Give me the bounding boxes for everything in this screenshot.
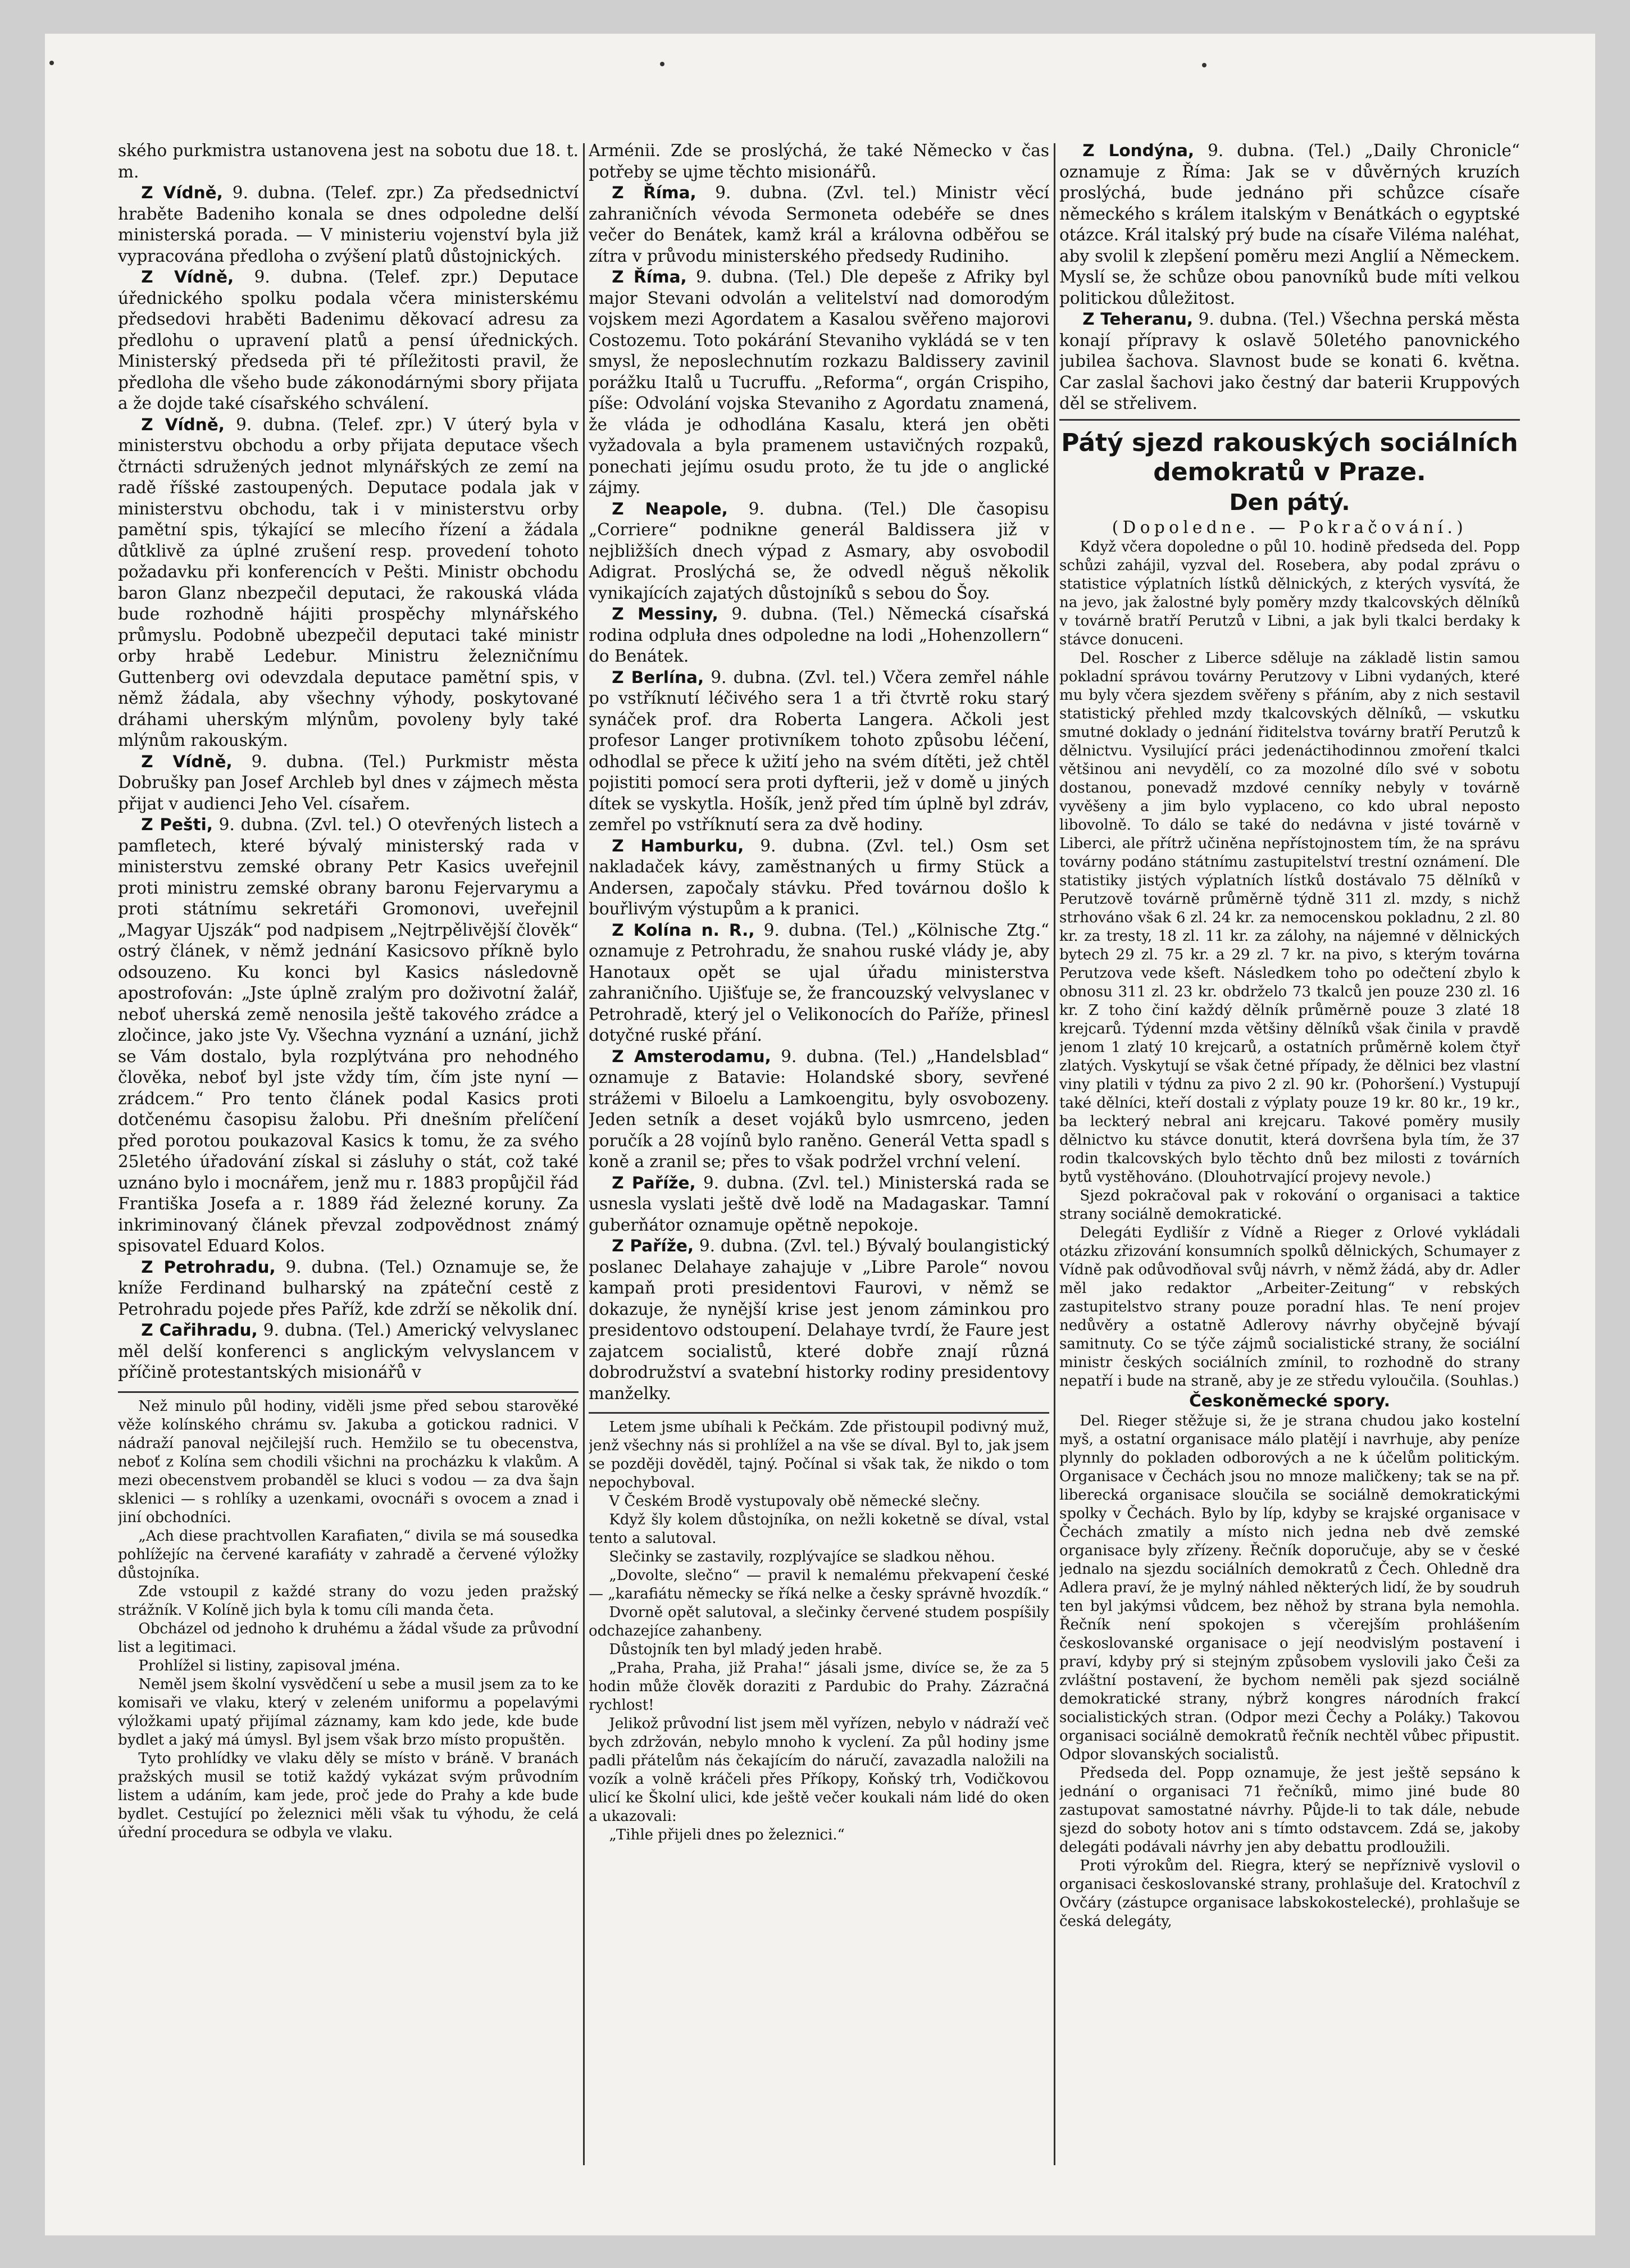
news-item — [589, 836, 1049, 920]
feuilleton-paragraph: Slečinky se zastavily, rozplývajíce se sladkou něhou. — [609, 1549, 995, 1565]
news-body: 9. dubna. (Tel.) „Kölnische Ztg.“ oznamuje z Petrohradu, že snahou ruské vlády je, aby Hanotaux opět se ujal úřadu ministerstva zahraničního. Ujišťuje se, že francouzský velvyslanec v Petrohradě, který jel o Velikonocích do Paříže, přinesl dotyčné ruské přání. — [589, 920, 1049, 1045]
article-paragraph: Proti výrokům del. Riegra, který se nepříznivě vyslovil o organisaci českoslovanské strany, prohlašuje del. Kratochvíl z Ovčáry (zástupce organisace labskokostelecké), prohlašuje se česká delegáty, — [1059, 1857, 1520, 1930]
print-mark — [49, 61, 54, 65]
feuilleton-paragraph: Když šly kolem důstojníka, on nežli koketně se díval, vstal tento a salutoval. — [589, 1511, 1049, 1547]
news-body: 9. dubna. (Zvl. tel.) Ministerská rada se usnesla vyslati ještě dvě lodě na Madagaskar. Tamní guberňátor oznamuje opětně nepokoje. — [589, 1173, 1049, 1235]
dateline: Z Vídně, — [141, 752, 233, 771]
news-item — [118, 1320, 579, 1383]
news-body: 9. dubna. (Zvl. tel.) Osm set nakladaček kávy, zaměstnaných u firmy Stück a Andersen, započaly stávku. Před továrnou došlo k bouřlivým výstupům a k pranici. — [589, 836, 1049, 918]
news-item — [589, 1173, 1049, 1236]
news-body: 9. dubna. (Tel.) „Handelsblad“ oznamuje z Batavie: Holandské sbory, sevřené strážemi v Biloelu a Lamkoengitu, byly osvobozeny. Jeden setník a deset vojáků bylo usmrceno, jeden poručík a 28 vojínů bylo raněno. Generál Vetta spadl s koně a zranil se; přes to však podržel vrchní velení. — [589, 1046, 1049, 1171]
news-item — [118, 1257, 579, 1320]
news-body: 9. dubna. (Zvl. tel.) Bývalý boulangistický poslanec Delahaye zahajuje v „Libre Parole“ novou kampaň proti presidentovi Faurovi, v němž se dokazuje, že nynější krise jest jenom záminkou pro presidentovo odstoupení. Delahaye tvrdí, že Faure jest zajatcem socialistů, které dobře znají různá dobrodružství a svatební historky rodiny presidentovy manželky. — [589, 1236, 1049, 1403]
dateline: Z Kolína n. R., — [612, 920, 755, 940]
feuilleton-paragraph: Tyto prohlídky ve vlaku děly se místo v bráně. V branách pražských musil se totiž každý vykázat svým průvodním listem a udáním, kam jede, proč jede do Prahy a kde bude bydlet. Cestující po železnici měli však tu výhodu, že celá úřední procedura se odbyla ve vlaku. — [118, 1750, 579, 1841]
column-rule — [1054, 143, 1055, 2165]
dateline: Z Paříže, — [612, 1236, 694, 1255]
dateline: Z Berlína, — [612, 667, 704, 687]
news-body: 9. dubna. (Zvl. tel.) Včera zemřel náhle po vstříknutí léčivého sera 1 a tři čtvrtě roku starý synáček prof. dra Roberta Langera. Ačkoli jest profesor Langer protivníkem tohoto způsobu léčení, odhodlal se přece k užití jeho na svém dítěti, jež chtěl pojistiti pomocí sera proti dyfterii, jež v domě u jiných dítek se vyskytla. Hošík, jenž před tím úplně byl zdráv, zemřel po vstříknutí sera za dvě hodiny. — [589, 667, 1049, 834]
feuilleton-paragraph: Obcházel od jednoho k druhému a žádal všude za průvodní list a legitimaci. — [118, 1620, 579, 1656]
news-body: 9. dubna. (Tel.) Dle depeše z Afriky byl major Stevani odvolán a velitelství nad domorodým vojskem mezi Agordatem a Kasalou svěřeno majorovi Costozemu. Toto pokárání Stevaniho vykládá se v ten smysl, že neposlechnutím rozkazu Baldissery zavinil porážku Italů u Tucruffu. „Reforma“, orgán Crispiho, píše: Odvolání vojska Stevaniho z Agordatu znamená, že vláda je odhodlána Kasalu, která jen oběti vyžadovala a byla pramenem ustavičných rozpaků, ponechati jejímu osudu proto, že tu jde o anglické zájmy. — [589, 267, 1049, 497]
dateline: Z Vídně, — [141, 267, 234, 286]
section-divider — [1059, 419, 1520, 421]
news-body: 9. dubna. (Tel.) Všechna perská města konají přípravy k oslavě 50letého panovnického jubilea šachova. Slavnost bude se konati 6. května. Car zaslal šachovi jako čestný dar baterii Kruppových děl se střelivem. — [1059, 309, 1520, 413]
news-item — [589, 1046, 1049, 1173]
column-1 — [118, 140, 579, 2174]
news-item — [118, 814, 579, 1257]
feuilleton-paragraph: Neměl jsem školní vysvědčení u sebe a musil jsem za to ke komisaři ve vlaku, který v zeleném uniformu a popelavými výložkami upatý přijímal záznamy, kam kdo jede, kde bude bydlet a jaký má úmysl. Byl jsem však brzo místo propuštěn. — [118, 1675, 579, 1748]
feuilleton-divider — [589, 1412, 1049, 1414]
article-paragraph: Del. Roscher z Liberce sděluje na základě listin samou pokladní správou továrny Perutzovy v Libni vydaných, které mu byly včera sjezdem svěřeny s přáním, aby z nich sestavil statistický přehled mzdy tkalcovských dělníků, — vskutku smutné doklady o jednání řiditelstva továrny bratří Perutzů k dělnictvu. Vysilující práci jedenáctihodinnou zmoření tkalci většinou ani nevydělí, co za mozolné dílo své v sobotu dostanou, ponevadž mzdové cenníky nebyly v továrně vyvěšeny a jim bylo vyplaceno, co kdo ubral neposto libovolně. To dálo se také do nedávna v jisté továrně v Liberci, ale přítrž učiněna nepřístojnostem tím, že na správu továrny podáno státnímu zastupitelství trestní oznámení. Dle statistiky jistých výplatních lístků dostávalo 75 dělníků v Perutzově továrně průměrně týdně 311 zl. mzdy, s nichž strhováno však 6 zl. 24 kr. za nemocenskou pokladnu, 2 zl. 80 kr. za tresty, 18 zl. 11 kr. za zálohy, na nájemné v dělnických bytech 29 zl. 75 kr. a 29 zl. 7 kr. na pivo, s kterým továrna Perutzova vede kšeft. Následkem toho po odečtení zbylo k obnosu 311 zl. 23 kr. obdrželo 73 tkalců jen pouze 230 zl. 16 kr. Z toho činí každý dělník průměrně pouze 3 zlaté 18 krejcarů. Týdenní mzda většiny dělníků však činila v pravdě jenom 1 zlatý 10 krejcarů, a ostatních průměrně kolem čtyř zlatých. Vyskytují se však četné případy, že dělnici bez vlastní viny platili v týdnu za pivo 2 zl. 90 kr. (Pohoršení.) Vystupují také dělníci, kteří dostali z výplaty pouze 19 kr. 80 kr., 19 kr., ba leckterý nebral ani krejcaru. Takové poměry musily dělnictvo ku stávce donutit, která dovršena byla tím, že 37 rodin tkalcovských bylo těchto dnů bez milosti z továrních bytů vystěhováno. (Dlouhotrvající projevy nevole.) — [1059, 650, 1520, 1186]
column-2 — [589, 140, 1049, 2174]
dateline: Z Amsterodamu, — [612, 1046, 771, 1066]
feuilleton-paragraph: Důstojník ten byl mladý jeden hrabě. — [609, 1641, 882, 1658]
dateline: Z Vídně, — [141, 415, 225, 434]
article-body — [1059, 1412, 1520, 1931]
news-item — [589, 183, 1049, 267]
article-paragraph: Delegáti Eydlišír z Vídně a Rieger z Orlové vykládali otázku zřizování konsumních spolků dělnických, Schumayer z Vídně pak odůvodňoval svůj návrh, v němž žádá, aby dr. Adler měl jako redaktor „Arbeiter-Zeitung“ v rebských zastupitelstvo strany pouze poradní hlas. Te není projev nedůvěry a ostatně Adlerovy návrhy obyčejně bývají samitnuty. Co se týče zájmů socialistické strany, že sociální ministr českých sociálních zmínil, to rozhodně do strany nepatří i bude na straně, aby je ze středu vyloučila. (Souhlas.) — [1059, 1224, 1520, 1390]
feuilleton-section — [118, 1397, 579, 1842]
article-headline: Pátý sjezd rakouských sociálních demokratů v Praze. — [1061, 428, 1518, 486]
news-body: 9. dubna. (Tel.) „Daily Chronicle“ oznamuje z Říma: Jak se v důvěrných kruzích proslýchá, bude jednáno při schůzce císaře německého s králem italským v Benátkách o egyptské otázce. Král italský prý bude na císaře Viléma naléhat, aby svolil k zlepšení poměru mezi Anglií a Německem. Myslí se, že schůze obou panovníků bude míti velkou politickou důležitost. — [1059, 141, 1520, 308]
dateline: Z Cařihradu, — [141, 1320, 258, 1340]
article-paragraph: Když včera dopoledne o půl 10. hodině předseda del. Popp schůzi zahájil, vyzval del. Rosebera, aby podal zprávu o statistice výplatních lístků dělnických, z kterých vysvítá, že na jevo, jak žalostné byly poměry mzdy tkalcovských dělníků v továrně bratří Perutzů v Libni, a jak byli tkalci berdaky k stávce donuceni. — [1059, 539, 1520, 648]
dateline: Z Hamburku, — [612, 836, 744, 855]
dateline: Z Vídně, — [141, 183, 223, 202]
article-paragraph: Sjezd pokračoval pak v rokování o organisaci a taktice strany sociálně demokratické. — [1059, 1187, 1520, 1223]
news-body: 9. dubna. (Zvl. tel.) Ministr věcí zahraničních vévoda Sermoneta odebéře se dnes večer do Benátek, kamž král a královna odběřou se zítra v průvodu ministerského předsedy Rudiniho. — [589, 183, 1049, 266]
feuilleton-divider — [118, 1391, 579, 1393]
newspaper-page — [45, 34, 1595, 2235]
section-subheading: Českoněmecké spory. — [1189, 1391, 1390, 1410]
news-item — [589, 604, 1049, 667]
feuilleton-paragraph: V Českém Brodě vystupovaly obě německé slečny. — [609, 1493, 981, 1510]
dateline: Z Říma, — [612, 267, 687, 286]
feuilleton-paragraph: Zde vstoupil z každé strany do vozu jeden pražský strážník. V Kolíně jich byla k tomu cíli manda četa. — [118, 1583, 579, 1619]
article-session-note: (Dopoledne. — Pokračování.) — [1112, 517, 1468, 537]
feuilleton-paragraph: „Dovolte, slečno“ — pravil k nemalému překvapení české — „karafiátu německy se říká nelke a česky správně hvozdík.“ — [589, 1567, 1049, 1602]
news-item — [589, 499, 1049, 604]
news-body: 9. dubna. (Telef. zpr.) Deputace úřednického spolku podala včera ministerskému předsedovi hraběti Badenimu děkovací adresu za předlohu o upravení platů a pensí úřednických. Ministerský předseda při té příležitosti pravil, že předloha dle všeho bude zákonodárnými sbory přijata a že dojde také císařského schválení. — [118, 267, 579, 413]
feuilleton-paragraph: Jelikož průvodní list jsem měl vyřízen, nebylo v nádraží več bych zdržován, nebylo mnoho k vyclení. Za půl hodiny jsme padli přátelům nás čekajícím do náručí, zavazadla naložili na vozík a volně kráčeli přes Příkopy, Koňský trh, Vodičkovou ulicí ke Školní ulici, kde ještě večer koukali nám lidé do oken a ukazovali: — [589, 1715, 1049, 1825]
news-body: 9. dubna. (Zvl. tel.) O otevřených listech a pamfletech, které bývalý ministerský rada v ministerstvu zemské obrany Petr Kasics uveřejnil proti ministru zemské obrany baronu Fejervarymu a proti státnímu sekretáři Gromonovi, uveřejnil „Magyar Ujszák“ pod nadpisem „Nejtrpělivější člověk“ ostrý článek, v němž jednání Kasicsovo příkně bylo odsouzeno. Ku konci byl Kasics následovně apostrofován: „Jste úplně zralým pro doživotní žalář, neboť uherská země nenosila ještě takového zrádce a zločince, jako jste Vy. Všechna vyznání a uznání, jichž se Vám dostalo, byla rozplýtvána pro nehodného člověka, neboť byl jste vždy tím, čím jste nyní — zrádcem.“ Pro tento článek podal Kasics proti dotčenému časopisu žalobu. Při dnešním přelíčení před porotou poukazoval Kasics k tomu, že za svého 25letého úřadování získal si zásluhy o stát, což také uznáno bylo i mocnářem, jenž mu r. 1883 propůjčil řád Františka Josefa a r. 1889 řád železné koruny. Za inkriminovaný článek převzal zodpovědnost známý spisovatel Eduard Kolos. — [118, 815, 579, 1255]
article-paragraph: Del. Rieger stěžuje si, že je strana chudou jako kostelní myš, a ostatní organisace málo platějí i navrhuje, aby peníze plynnly do pokladen odborových a ne k účelům politickým. Organisace v Čechách jsou no mnoze maličkeny; tak se na př. liberecká organisace sloučila se sociálně demokratickými spolky v Čechách. Bylo by líp, kdyby se krajské organisace v Čechách zmatily a místo nich jedna neb dvě zemské organisace byly zřízeny. Řečník doporučuje, aby se v české jednalo na sjezdu sociálních demokratů z Čech. Ohledně dra Adlera praví, že je mylný náhled některých lidí, že by soudruh ten byl jakýmsi vůdcem, bez něhož by strana byla nemohla. Řečník není spokojen s včerejším prohlášením českoslovanské organisace o její neodvislým postavení i praví, kdyby prý si stejným způsobem vyslovili jako Češi za zvláštní postavení, že bychom neměli pak sjezd sociálně demokratické strany, nýbrž kongres národních frakcí socialistických stran. (Odpor mezi Čechy a Poláky.) Takovou organisaci sociálně demokratů řečník nechtěl vůbec připustit. Odpor slovanských socialistů. — [1059, 1412, 1520, 1763]
feuilleton-paragraph: Než minulo půl hodiny, viděli jsme před sebou starověké věže kolínského chrámu sv. Jakuba a gotickou radnici. V nádraží panoval nejčilejší ruch. Hemžilo se tu obecenstva, neboť z Kolína sem chodili všichni na procházku k vlakům. A mezi obecenstvem probanděl se kluci s vodou — za dva šajn sklenici — s rohlíky a uzenkami, ovocnáři s ovocem a znad i jiní obchodníci. — [118, 1397, 579, 1526]
news-item — [589, 667, 1049, 836]
news-body: 9. dubna. (Telef. zpr.) Za předsednictví hraběte Badeniho konala se dnes odpoledne delší ministerská porada. — V ministeriu vojenství byla již vypracována předloha o zvýšení platů důstojnických. — [118, 183, 579, 266]
feuilleton-paragraph: „Ach diese prachtvollen Karafiaten,“ divila se má sousedka pohlížejíc na červené karafiáty v zahradě a červené výložky důstojníka. — [118, 1527, 579, 1582]
news-item — [589, 267, 1049, 499]
dateline: Z Neapole, — [612, 499, 728, 518]
article-body — [1059, 538, 1520, 1391]
article-text: ského purkmistra ustanovena jest na sobotu due 18. t. m. — [118, 141, 579, 181]
news-body: 9. dubna. (Tel.) Purkmistr města Dobrušky pan Josef Archleb byl dnes v zájmech města přijat v audienci Jeho Vel. císařem. — [118, 752, 579, 813]
news-body: 9. dubna. (Tel.) Německá císařská rodina odpluła dnes odpoledne na lodi „Hohenzollern“ do Benátek. — [589, 604, 1049, 666]
print-mark — [660, 62, 664, 66]
print-mark — [1202, 63, 1206, 67]
article-text: Arménii. Zde se proslýchá, že také Německo v čas potřeby se ujme těchto misionářů. — [589, 141, 1049, 181]
feuilleton-paragraph: „Praha, Praha, již Praha!“ jásali jsme, divíce se, že za 5 hodin může člověk doraziti z Pardubic do Prahy. Zázračná rychlost! — [589, 1660, 1049, 1714]
news-body: 9. dubna. (Tel.) Oznamuje se, že kníže Ferdinand bulharský na zpáteční cestě z Petrohradu pojede přes Paříž, kde zdrží se několik dní. — [118, 1257, 579, 1319]
dateline: Z Teheranu, — [1082, 309, 1194, 329]
news-item — [118, 415, 579, 752]
feuilleton-paragraph: Letem jsme ubíhali k Pečkám. Zde přistoupil podivný muž, jenž všechny nás si prohlížel a na vše se díval. Byl to, jak jsem se později dověděl, tajný. Počínal si však tak, že nikdo o tom nepochyboval. — [589, 1419, 1049, 1491]
news-body: 9. dubna. (Tel.) Americký velvyslanec měl delší konferenci s anglickým velvyslancem v příčině protestantských misionářů v — [118, 1320, 579, 1382]
dateline: Z Paříže, — [612, 1173, 696, 1192]
dateline: Z Pešti, — [141, 815, 213, 834]
news-item — [118, 752, 579, 815]
dateline: Z Londýna, — [1082, 141, 1195, 160]
dateline: Z Říma, — [612, 183, 696, 202]
news-body: 9. dubna. (Telef. zpr.) V úterý byla v ministerstvu obchodu a orby přijata deputace všech čtrnácti sdružených jednot mlynářských ze zemí na radě říšské zastoupených. Deputace podala jak v ministerstvu obchodu, tak i v ministerstvu orby pamětní spis, týkající se mlecího řízení a žádala důtklivě za úplné zrušení resp. provedení tohoto požadavku při konferencích v Pešti. Ministr obchodu baron Glanz nbezpečil deputaci, že rakouská vláda bude rozhodně hájiti prospěchy mlynářského průmyslu. Podobně ubezpečil deputaci také ministr orby hrabě Ledebur. Ministru železničnímu Guttenberg ovi odevzdala deputace pamětní spis, v němž žádala, aby všechny výhody, poskytované dráhami uherským mlýnům, povoleny byly také mlýnům rakouským. — [118, 415, 579, 750]
dateline: Z Messiny, — [612, 604, 718, 623]
feuilleton-section — [589, 1418, 1049, 1845]
dateline: Z Petrohradu, — [141, 1257, 276, 1277]
news-item — [589, 920, 1049, 1046]
news-item — [118, 183, 579, 267]
news-item — [589, 1236, 1049, 1404]
article-paragraph: Předseda del. Popp oznamuje, že jest ještě sepsáno k jednání o organisaci 71 řečníků, mimo jiné bude 80 zastupovat samostatné návrhy. Půjde-li to tak dále, nebude sjezd do soboty hotov ani s tímto odstavcem. Zdá se, jakoby delegáti podávali návrhy jen aby debattu prodloužili. — [1059, 1764, 1520, 1856]
news-item — [1059, 140, 1520, 309]
feuilleton-paragraph: Dvorně opět salutoval, a slečinky červené studem pospíšily odchazejíce zahanbeny. — [589, 1604, 1049, 1639]
feuilleton-paragraph: „Tihle přijeli dnes po železnici.“ — [609, 1827, 845, 1843]
news-body: 9. dubna. (Tel.) Dle časopisu „Corriere“ podnikne generál Baldissera již v nejbližších dnech výpad z Asmary, aby osvobodil Adigrat. Proslýchá se, že odvedl něguš několik vynikajících zajatých důstojníků s sebou do Šoy. — [589, 499, 1049, 603]
column-rule — [583, 143, 585, 2165]
news-item — [1059, 309, 1520, 415]
article-subheadline: Den pátý. — [1229, 489, 1350, 516]
feuilleton-paragraph: Prohlížel si listiny, zapisoval jména. — [138, 1657, 400, 1674]
news-item — [118, 267, 579, 415]
column-3 — [1059, 140, 1520, 2174]
